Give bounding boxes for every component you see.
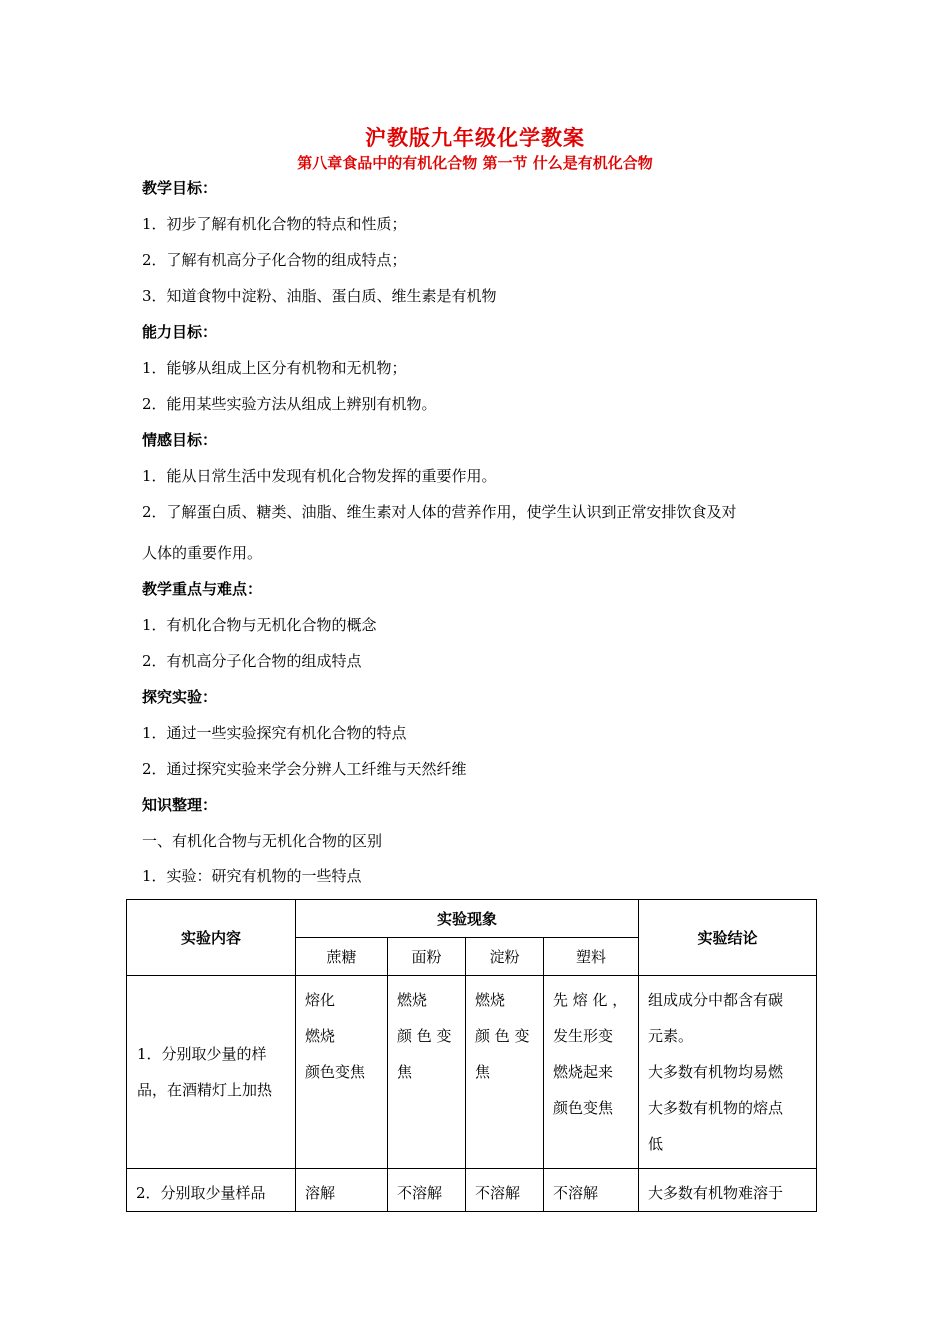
row1-plastic [544, 976, 639, 1169]
row1-conclusion [639, 976, 817, 1169]
heading-experiments: 探究实验： [142, 688, 218, 706]
header-content: 实验内容 [127, 900, 296, 976]
cell-text: 2．分别取少量样品 [136, 1184, 266, 1202]
list-item: 2．有机高分子化合物的组成特点 [142, 652, 362, 670]
cell-text: 1．分别取少量的样 [137, 1045, 267, 1063]
list-item: 一、有机化合物与无机化合物的区别 [142, 832, 383, 850]
list-item: 2．了解蛋白质、糖类、油脂、维生素对人体的营养作用，使学生认识到正常安排饮食及对 [142, 503, 737, 521]
cell-text: 先 熔 化 ， [553, 991, 628, 1009]
sample-starch: 淀粉 [466, 938, 544, 976]
row1-starch [466, 976, 544, 1169]
sample-plastic: 塑料 [544, 938, 639, 976]
cell-text: 不溶解 [397, 1184, 443, 1202]
header-conclusion: 实验结论 [639, 900, 817, 976]
cell-text: 发生形变 [553, 1027, 614, 1045]
row2-starch [466, 1169, 544, 1212]
cell-text: 熔化 [305, 991, 336, 1009]
row1-flour [388, 976, 466, 1169]
cell-text: 焦 [397, 1063, 413, 1081]
row2-flour [388, 1169, 466, 1212]
list-item: 1．能够从组成上区分有机物和无机物； [142, 359, 407, 377]
cell-text: 低 [648, 1135, 664, 1153]
cell-text: 燃烧 [305, 1027, 336, 1045]
heading-key-points: 教学重点与难点： [142, 580, 263, 598]
cell-text: 不溶解 [553, 1184, 599, 1202]
heading-teaching-goals: 教学目标： [142, 179, 218, 197]
row2-plastic [544, 1169, 639, 1212]
list-item: 1．实验：研究有机物的一些特点 [142, 867, 362, 885]
cell-text: 燃烧 [475, 991, 506, 1009]
row2-conclusion [639, 1169, 817, 1212]
cell-text: 溶解 [305, 1184, 336, 1202]
document-subtitle: 第八章食品中的有机化合物 第一节 什么是有机化合物 [297, 154, 653, 172]
header-phenomenon: 实验现象 [296, 900, 639, 938]
cell-text: 元素。 [648, 1027, 694, 1045]
list-item: 1．能从日常生活中发现有机化合物发挥的重要作用。 [142, 467, 497, 485]
cell-text: 颜 色 变 [475, 1027, 530, 1045]
list-item: 人体的重要作用。 [142, 544, 263, 562]
cell-text: 燃烧起来 [553, 1063, 614, 1081]
cell-text: 燃烧 [397, 991, 428, 1009]
list-item: 2．通过探究实验来学会分辨人工纤维与天然纤维 [142, 760, 467, 778]
cell-text: 不溶解 [475, 1184, 521, 1202]
experiment-table [126, 899, 817, 1212]
heading-knowledge: 知识整理： [142, 796, 218, 814]
row1-content [127, 976, 296, 1169]
list-item: 1．有机化合物与无机化合物的概念 [142, 616, 377, 634]
cell-text: 焦 [475, 1063, 491, 1081]
document-title: 沪教版九年级化学教案 [365, 126, 585, 150]
cell-text: 颜色变焦 [305, 1063, 366, 1081]
sample-flour: 面粉 [388, 938, 466, 976]
row2-content [127, 1169, 296, 1212]
heading-emotion-goals: 情感目标： [142, 431, 218, 449]
cell-text: 品，在酒精灯上加热 [137, 1081, 273, 1099]
row2-sucrose [296, 1169, 388, 1212]
heading-ability-goals: 能力目标： [142, 323, 218, 341]
list-item: 2．了解有机高分子化合物的组成特点； [142, 251, 407, 269]
sample-sucrose: 蔗糖 [296, 938, 388, 976]
list-item: 1．通过一些实验探究有机化合物的特点 [142, 724, 407, 742]
list-item: 2．能用某些实验方法从组成上辨别有机物。 [142, 395, 437, 413]
cell-text: 颜 色 变 [397, 1027, 452, 1045]
cell-text: 大多数有机物难溶于 [648, 1184, 784, 1202]
cell-text: 颜色变焦 [553, 1099, 614, 1117]
row1-sucrose [296, 976, 388, 1169]
list-item: 3．知道食物中淀粉、油脂、蛋白质、维生素是有机物 [142, 287, 497, 305]
cell-text: 组成成分中都含有碳 [648, 991, 784, 1009]
cell-text: 大多数有机物均易燃 [648, 1063, 784, 1081]
cell-text: 大多数有机物的熔点 [648, 1099, 784, 1117]
list-item: 1．初步了解有机化合物的特点和性质； [142, 215, 407, 233]
